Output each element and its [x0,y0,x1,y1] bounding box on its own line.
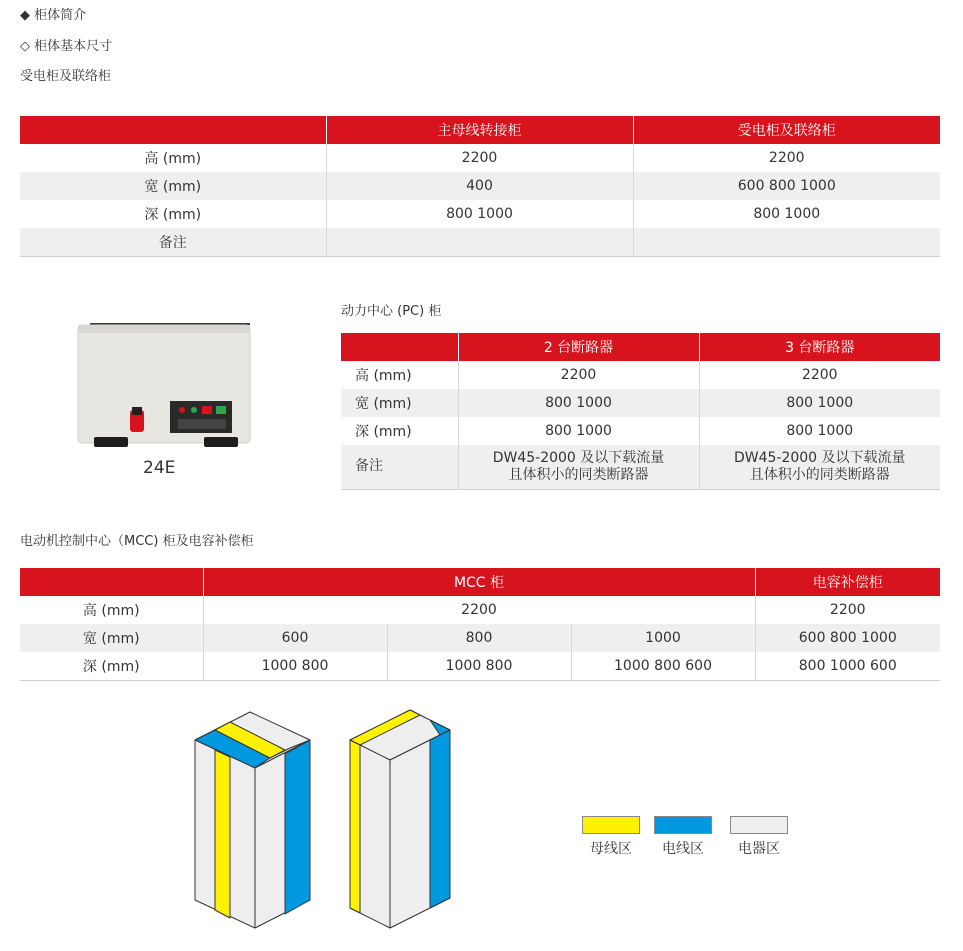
table-cell: 2200 [326,144,633,172]
row-label: 高 (mm) [82,603,140,619]
table-cell: 600 800 1000 [755,624,940,652]
table-header-row [20,116,940,144]
row-label: 深 (mm) [20,652,203,680]
table-cell: 800 1000 [458,389,699,417]
legend-swatch-yellow [582,816,640,834]
legend-equipment [730,816,788,858]
photo-caption: 24E [143,458,176,478]
legend-cable [654,816,712,858]
table-cell: 800 1000 [699,417,940,445]
table-row [341,361,940,389]
table-row [20,624,940,652]
legend-busbar [582,816,640,858]
legend-label: 电线区 [662,841,704,857]
table-cell: 2200 [203,596,755,624]
note-line: DW45-2000 及以下载流量 [733,449,906,466]
table-cell [326,228,633,256]
table-row [341,389,940,417]
row-label: 高 (mm) [144,151,202,167]
legend-label: 母线区 [590,841,632,857]
row-label: 深 (mm) [144,207,202,223]
cabinet-zone-diagram [185,700,465,940]
cabinet-photo-image [70,315,260,455]
table-row [341,417,940,445]
table-header-cell [20,568,203,596]
table-cell: 800 1000 [326,200,633,228]
table-header-cell [20,116,326,144]
table-header-cell: MCC 柜 [203,568,755,596]
row-label: 宽 (mm) [20,172,326,200]
row-label: 宽 (mm) [341,389,458,417]
pc-cabinet-table [341,333,940,490]
table-cell: 800 [387,624,571,652]
legend-swatch-blue [654,816,712,834]
receiving-cabinet-table [20,116,940,257]
table-row [20,228,940,256]
mcc-cabinet-title: 电动机控制中心（MCC) 柜及电容补偿柜 [20,534,254,549]
table-cell: 400 [326,172,633,200]
table-cell: 2200 [458,361,699,389]
table-header-cell [341,333,458,361]
mcc-cabinet-table [20,568,940,681]
note-line: 且体积小的同类断路器 [749,466,890,483]
table-cell [633,228,940,256]
row-label: 备注 [341,445,458,489]
table-cell: 1000 800 [387,652,571,680]
table-cell: 2200 [755,596,940,624]
table-cell: 800 1000 [633,200,940,228]
row-label: 备注 [20,228,326,256]
dimensions-heading: ◇ 柜体基本尺寸 [20,39,113,54]
note-cell [458,445,699,489]
table-cell: 800 1000 [458,417,699,445]
table-header-cell: 主母线转接柜 [326,116,633,144]
row-label: 宽 (mm) [20,624,203,652]
table-row [20,144,940,172]
row-label: 深 (mm) [355,424,412,440]
table-header-cell: 3 台断路器 [699,333,940,361]
pc-cabinet-title: 动力中心 (PC) 柜 [341,304,442,319]
note-line: DW45-2000 及以下载流量 [492,449,665,466]
table-cell: 800 1000 [699,389,940,417]
table-cell: 1000 800 600 [571,652,755,680]
cabinet-diagram-right [350,710,450,928]
table-cell: 2200 [633,144,940,172]
receiving-heading: 受电柜及联络柜 [20,69,112,84]
note-cell [699,445,940,489]
table-row [20,596,940,624]
table-cell: 2200 [699,361,940,389]
legend-swatch-grey [730,816,788,834]
table-header-row [20,568,940,596]
table-row [20,172,940,200]
table-cell: 800 1000 600 [755,652,940,680]
table-cell: 1000 800 [203,652,387,680]
table-header-cell: 2 台断路器 [458,333,699,361]
table-cell: 600 [203,624,387,652]
note-line: 且体积小的同类断路器 [508,466,649,483]
table-row [20,652,940,680]
cabinet-diagram-left [195,712,310,928]
intro-heading: ◆ 柜体简介 [20,8,87,23]
table-row [20,200,940,228]
table-row [341,445,940,489]
row-label: 高 (mm) [355,368,412,384]
table-header-cell: 电容补偿柜 [755,568,940,596]
table-header-cell: 受电柜及联络柜 [633,116,940,144]
table-cell: 1000 [571,624,755,652]
legend-label: 电器区 [738,841,780,857]
table-header-row [341,333,940,361]
table-cell: 600 800 1000 [633,172,940,200]
